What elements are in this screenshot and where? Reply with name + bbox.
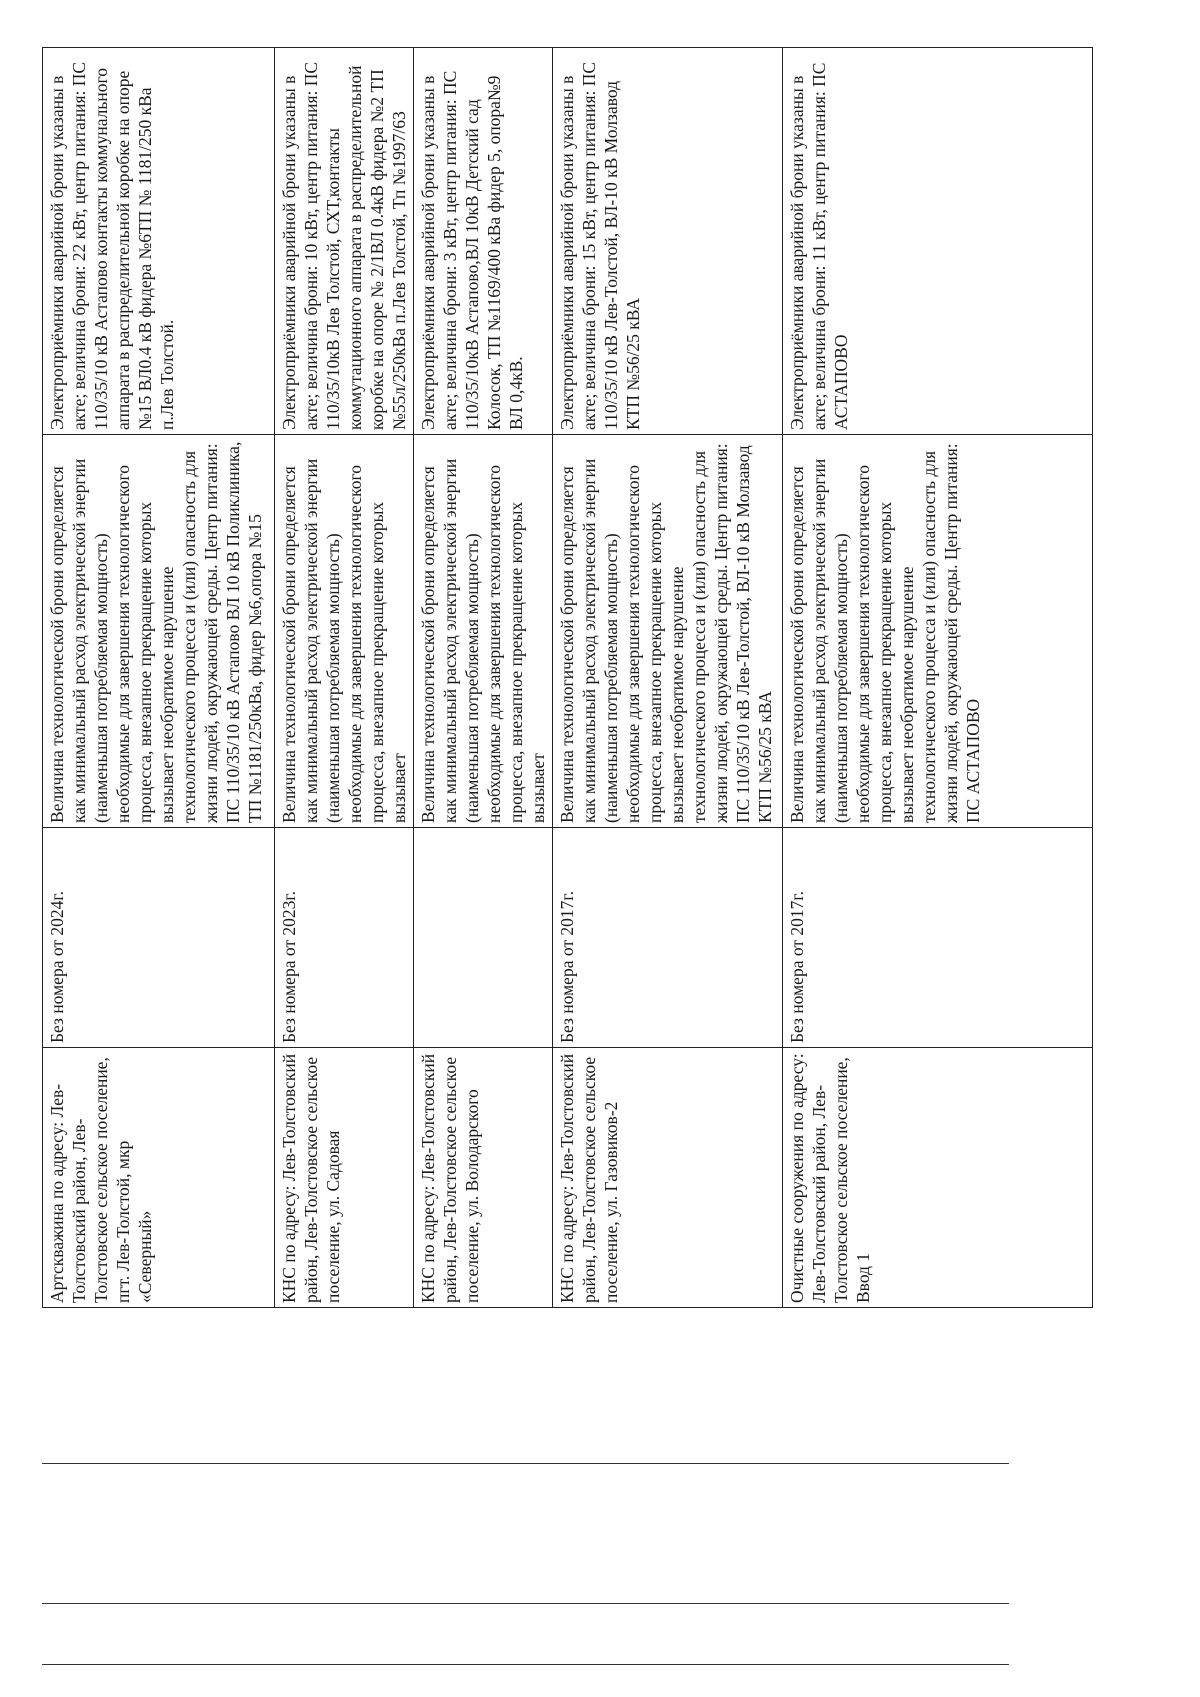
tech-reserve-cell: Величина технологической брони определяется как минимальный расход электрической энергии (наименьшая потребляемая мощность) необходимые для завершения технологического процесса, внезапное прекращение которых вызывает необратимое нарушение технологического процесса и (или) опасность для жизни людей, окружающей среды. Центр питания: ПС 110/35/10 кВ Астапово ВЛ 10 кВ Поликлиника, ТП №1181/250кВа, фидер №6,опора №15 <box>43 435 275 828</box>
emergency-reserve-cell: Электроприёмники аварийной брони указаны в акте; величина брони: 22 кВт, центр питания: ПС 110/35/10 кВ Астапово контакты коммунального аппарата в распределительной коробке на опоре №15 ВЛ0.4 кВ фидера №6ТП № 1181/250 кВа п.Лев Толстой. <box>43 48 275 435</box>
object-cell: Артскважина по адресу: Лев-Толстовский район, Лев-Толстовское сельское поселение, пгт. Лев-Толстой, мкр «Северный» <box>43 1048 275 1308</box>
act-cell: Без номера от 2024г. <box>43 828 275 1048</box>
act-cell <box>414 828 553 1048</box>
emergency-reserve-cell: Электроприёмники аварийной брони указаны в акте; величина брони: 15 кВт, центр питания: ПС 110/35/10 кВ Лев-Толстой, ВЛ-10 кВ Молзавод КТП №56/25 кВА <box>553 48 783 435</box>
object-cell: КНС по адресу: Лев-Толстовский район, Лев-Толстовское сельское поселение, ул. Садовая <box>275 1048 414 1308</box>
object-cell: Очистные сооружения по адресу: Лев-Толстовский район, Лев-Толстовское сельское поселение, Ввод 1 <box>783 1048 1093 1308</box>
table-row <box>275 48 414 1308</box>
table-row <box>553 48 783 1308</box>
signature-line <box>42 1603 1009 1604</box>
act-cell: Без номера от 2017г. <box>783 828 1093 1048</box>
tech-reserve-cell: Величина технологической брони определяется как минимальный расход электрической энергии (наименьшая потребляемая мощность) необходимые для завершения технологического процесса, внезапное прекращение которых вызывает необратимое нарушение технологического процесса и (или) опасность для жизни людей, окружающей среды. Центр питания: ПС АСТАПОВО <box>783 435 1093 828</box>
tech-reserve-cell: Величина технологической брони определяется как минимальный расход электрической энергии (наименьшая потребляемая мощность) необходимые для завершения технологического процесса, внезапное прекращение которых вызывает <box>275 435 414 828</box>
rotated-table <box>42 48 1042 1308</box>
emergency-reserve-cell: Электроприёмники аварийной брони указаны в акте; величина брони: 3 кВт, центр питания: ПС 110/35/10кВ Астапово,ВЛ 10кВ Детский сад Колосок, ТП №1169/400 кВа фидер 5, опора№9 ВЛ 0,4кВ. <box>414 48 553 435</box>
tech-reserve-cell: Величина технологической брони определяется как минимальный расход электрической энергии (наименьшая потребляемая мощность) необходимые для завершения технологического процесса, внезапное прекращение которых вызывает необратимое нарушение технологического процесса и (или) опасность для жизни людей, окружающей среды. Центр питания: ПС 110/35/10 кВ Лев-Толстой, ВЛ-10 кВ Молзавод КТП №56/25 кВА <box>553 435 783 828</box>
act-cell: Без номера от 2023г. <box>275 828 414 1048</box>
emergency-reserve-cell: Электроприёмники аварийной брони указаны в акте; величина брони: 10 кВт, центр питания: ПС 110/35/10кВ Лев Толстой, СХТ,контакты коммутационного аппарата в распределительной коробке на опоре № 2/1ВЛ 0.4кВ фидера №2 ТП №55л/250кВа п.Лев Толстой, Тп №1997/63 <box>275 48 414 435</box>
reservation-table <box>42 47 1093 1308</box>
object-cell: КНС по адресу: Лев-Толстовский район, Лев-Толстовское сельское поселение, ул. Газовиков-2 <box>553 1048 783 1308</box>
table-row <box>43 48 275 1308</box>
object-cell: КНС по адресу: Лев-Толстовский район, Лев-Толстовское сельское поселение, ул. Володарского <box>414 1048 553 1308</box>
emergency-reserve-cell: Электроприёмники аварийной брони указаны в акте; величина брони: 11 кВт, центр питания: ПС АСТАПОВО <box>783 48 1093 435</box>
signature-line <box>42 1664 1009 1665</box>
table-row <box>783 48 1093 1308</box>
tech-reserve-cell: Величина технологической брони определяется как минимальный расход электрической энергии (наименьшая потребляемая мощность) необходимые для завершения технологического процесса, внезапное прекращение которых вызывает <box>414 435 553 828</box>
rotated-table-container <box>42 48 1042 1308</box>
signature-line <box>42 1463 1009 1464</box>
act-cell: Без номера от 2017г. <box>553 828 783 1048</box>
table-row <box>414 48 553 1308</box>
